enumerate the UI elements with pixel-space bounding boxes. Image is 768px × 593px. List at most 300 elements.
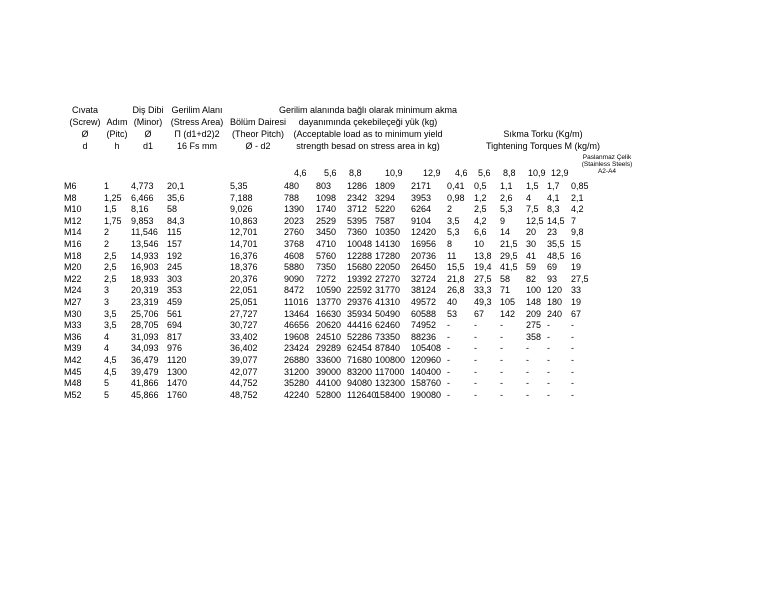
table-cell: - (571, 331, 574, 342)
table-cell: 83200 (347, 366, 373, 377)
table-cell: 100 (526, 285, 542, 296)
table-cell: 13,546 (131, 239, 159, 249)
table-cell: 10350 (375, 227, 401, 238)
table-cell: 8 (447, 239, 453, 249)
table-cell: M14 (64, 227, 82, 238)
table-cell: 88236 (411, 331, 437, 342)
header-load-line: strength besad on stress area in kg) (296, 141, 440, 151)
table-cell: 7,5 (526, 204, 539, 215)
table-cell: - (500, 389, 503, 400)
table-cell: 26450 (411, 262, 437, 273)
table-cell: 15 (571, 239, 582, 249)
table-cell: 67 (571, 308, 582, 319)
table-cell: 2760 (284, 227, 305, 238)
table-cell: 31770 (375, 285, 401, 296)
table-cell: 20 (526, 227, 537, 238)
table-cell: 117000 (375, 366, 405, 377)
table-cell: 4608 (284, 250, 305, 261)
table-cell: 3768 (284, 239, 305, 249)
table-cell: 84,3 (167, 215, 185, 226)
table-cell: 976 (167, 343, 183, 354)
table-cell: 19 (571, 262, 582, 273)
table-cell: M10 (64, 204, 82, 215)
table-cell: 29376 (347, 297, 373, 307)
header-screw-line: (Screw) (69, 117, 101, 127)
table-cell: - (474, 355, 477, 365)
table-cell: 20620 (316, 320, 342, 331)
table-cell: 42240 (284, 389, 310, 400)
table-cell: 35280 (284, 378, 310, 389)
table-cell: 5 (104, 389, 110, 400)
header-minor-line: Diş Dibi (132, 105, 164, 115)
table-cell: 190080 (411, 389, 442, 400)
table-cell: 115 (167, 227, 182, 238)
table-cell: 23,319 (131, 297, 159, 307)
table-cell: M18 (64, 250, 82, 261)
table-cell: 19 (571, 297, 582, 307)
table-cell: 4 (104, 343, 110, 354)
table-cell: 2,5 (474, 204, 487, 215)
header-load-line: Gerilim alanında bağlı olarak minimum akma (278, 105, 458, 115)
header-stainless-line: A2-A4 (597, 168, 617, 175)
table-cell: - (447, 343, 450, 354)
table-cell: 69 (547, 262, 558, 273)
table-cell: 12288 (347, 250, 373, 261)
table-cell: 4,2 (474, 215, 487, 226)
load-grade-label: 8,8 (349, 168, 362, 178)
table-cell: 4,773 (131, 181, 154, 191)
table-cell: 41,5 (500, 262, 518, 273)
table-cell: 13,8 (474, 250, 492, 261)
table-cell: 41 (526, 250, 537, 261)
table-cell: 30 (526, 239, 537, 249)
table-cell: 9,853 (131, 215, 154, 226)
table-cell: 14,933 (131, 250, 159, 261)
header-stainless-line: (Stainless Steels) (581, 161, 633, 168)
table-cell: 16 (571, 250, 582, 261)
header-stainless-line: Paslanmaz Çelik (582, 154, 632, 161)
table-cell: - (571, 343, 574, 354)
table-cell: 1809 (375, 181, 396, 191)
table-cell: 40 (447, 297, 458, 307)
table-cell: 132300 (375, 378, 406, 389)
table-cell: - (500, 343, 503, 354)
table-cell: 62454 (347, 343, 373, 354)
table-cell: 142 (500, 308, 516, 319)
table-cell: 58 (500, 273, 511, 284)
table-cell: - (547, 378, 550, 389)
torque-grade-label: 4,6 (455, 168, 468, 178)
table-cell: - (474, 366, 477, 377)
table-cell: - (474, 331, 477, 342)
table-cell: 2,5 (104, 262, 117, 273)
table-cell: 35,6 (167, 192, 185, 203)
table-cell: M48 (64, 378, 82, 389)
table-cell: - (500, 355, 503, 365)
table-cell: 1,5 (104, 204, 117, 215)
table-cell: M22 (64, 273, 82, 284)
table-cell: 18,376 (230, 262, 258, 273)
table-cell: - (447, 331, 450, 342)
table-cell: 5,35 (230, 181, 248, 191)
table-cell: 6264 (411, 204, 432, 215)
table-cell: 10590 (316, 285, 342, 296)
table-cell: 93 (547, 273, 558, 284)
header-torque-line: Tightening Torques M (kg/m) (485, 141, 601, 151)
table-cell: M42 (64, 355, 82, 365)
table-cell: M36 (64, 331, 82, 342)
table-cell: 2 (104, 239, 110, 249)
table-cell: 44,752 (230, 378, 258, 389)
table-cell: 5,3 (447, 227, 460, 238)
table-cell: M20 (64, 262, 82, 273)
table-cell: 3712 (347, 204, 368, 215)
table-cell: 16,903 (131, 262, 159, 273)
table-cell: - (474, 320, 477, 331)
table-cell: 8472 (284, 285, 305, 296)
table-cell: - (547, 320, 550, 331)
table-cell: 5760 (316, 250, 337, 261)
table-cell: 87840 (375, 343, 401, 354)
table-cell: 2023 (284, 215, 305, 226)
table-cell: 4,1 (547, 192, 560, 203)
table-cell: - (474, 343, 477, 354)
table-cell: 53 (447, 308, 458, 319)
table-cell: 74952 (411, 320, 437, 331)
header-stress-line: Gerilim Alanı (171, 105, 223, 115)
table-cell: M16 (64, 239, 82, 249)
header-stress-line: 16 Fs mm (176, 141, 217, 151)
table-cell: 3 (104, 297, 110, 307)
table-cell: - (571, 320, 574, 331)
table-cell: 3450 (316, 227, 337, 238)
table-cell: 25,051 (230, 297, 258, 307)
header-minor-line: (Minor) (133, 117, 163, 127)
table-cell: 39,077 (230, 355, 258, 365)
table-cell: 303 (167, 273, 183, 284)
table-cell: 4,5 (104, 366, 117, 377)
table-cell: 120 (547, 285, 563, 296)
table-cell: 10 (474, 239, 485, 249)
table-cell: - (500, 331, 503, 342)
table-cell: 788 (284, 192, 300, 203)
table-cell: 7272 (316, 273, 337, 284)
header-screw-line: Cıvata (71, 105, 98, 115)
table-cell: M6 (64, 181, 77, 191)
table-cell: 9104 (411, 215, 432, 226)
table-cell: 1098 (316, 192, 337, 203)
table-cell: 10048 (347, 239, 373, 249)
table-cell: 24510 (316, 331, 342, 342)
table-cell: 4,5 (104, 355, 117, 365)
table-cell: 71680 (347, 355, 373, 365)
header-stress (162, 104, 232, 152)
table-cell: 14 (500, 227, 511, 238)
table-cell: 817 (167, 331, 183, 342)
table-cell: 15680 (347, 262, 373, 273)
table-cell: - (447, 378, 450, 389)
table-cell: 1,1 (500, 181, 513, 191)
table-cell: 275 (526, 320, 542, 331)
table-cell: 31,093 (131, 331, 159, 342)
header-theor-line: (Theor Pitch) (231, 129, 284, 139)
table-cell: 27,5 (474, 273, 492, 284)
table-cell: 1390 (284, 204, 305, 215)
table-cell: 50490 (375, 308, 401, 319)
table-cell: 2342 (347, 192, 368, 203)
table-cell: 14,5 (547, 215, 565, 226)
table-cell: 58 (167, 204, 178, 215)
table-cell: 14,701 (230, 239, 258, 249)
table-cell: 1,7 (547, 181, 560, 191)
table-cell: - (526, 366, 529, 377)
table-cell: 46656 (284, 320, 310, 331)
table-cell: 21,8 (447, 273, 465, 284)
table-cell: 3,5 (104, 308, 117, 319)
table-cell: 2,5 (104, 273, 117, 284)
table-cell: 36,402 (230, 343, 258, 354)
torque-grade-label: 8,8 (503, 168, 516, 178)
table-cell: 120960 (411, 355, 442, 365)
table-cell: 26880 (284, 355, 310, 365)
table-cell: 6,466 (131, 192, 154, 203)
table-cell: 694 (167, 320, 183, 331)
table-cell: 0,98 (447, 192, 465, 203)
header-stainless (567, 154, 647, 175)
table-cell: 16,376 (230, 250, 258, 261)
table-cell: 1470 (167, 378, 188, 389)
table-cell: 803 (316, 181, 332, 191)
table-cell: 42,077 (230, 366, 258, 377)
table-cell: 5 (104, 378, 110, 389)
table-cell: 100800 (375, 355, 406, 365)
table-cell: 41310 (375, 297, 401, 307)
table-cell: 49,3 (474, 297, 492, 307)
header-theor-line: Bölüm Dairesi (229, 117, 287, 127)
table-cell: 1760 (167, 389, 188, 400)
table-cell: 13770 (316, 297, 342, 307)
table-cell: 2171 (411, 181, 432, 191)
table-cell: 33,3 (474, 285, 492, 296)
table-cell: - (526, 343, 529, 354)
table-cell: - (500, 378, 503, 389)
table-cell: 22,051 (230, 285, 258, 296)
table-cell: 9,8 (571, 227, 584, 238)
table-cell: 60588 (411, 308, 437, 319)
table-cell: 0,41 (447, 181, 465, 191)
table-cell: 140400 (411, 366, 442, 377)
table-cell: 1120 (167, 355, 187, 365)
table-cell: 11016 (284, 297, 309, 307)
table-cell: 9 (500, 215, 506, 226)
table-cell: 112640 (347, 389, 377, 400)
table-cell: M39 (64, 343, 82, 354)
table-cell: 192 (167, 250, 183, 261)
table-cell: 209 (526, 308, 542, 319)
table-cell: 3294 (375, 192, 396, 203)
table-cell: 33,402 (230, 331, 258, 342)
table-cell: 23 (547, 227, 558, 238)
table-cell: 4,2 (571, 204, 584, 215)
table-cell: 12,5 (526, 215, 544, 226)
table-cell: 1,5 (526, 181, 539, 191)
header-screw-line: Ø (81, 129, 89, 139)
table-cell: 480 (284, 181, 300, 191)
table-cell: 13464 (284, 308, 310, 319)
table-cell: 30,727 (230, 320, 258, 331)
table-cell: 9090 (284, 273, 305, 284)
table-cell: 459 (167, 297, 183, 307)
table-cell: 33 (571, 285, 582, 296)
table-cell: - (447, 355, 450, 365)
table-cell: 157 (167, 239, 183, 249)
table-cell: 62460 (375, 320, 401, 331)
table-cell: 94080 (347, 378, 373, 389)
table-cell: 353 (167, 285, 183, 296)
table-cell: - (474, 378, 477, 389)
table-cell: 240 (547, 308, 563, 319)
table-cell: 4 (104, 331, 110, 342)
table-cell: 31200 (284, 366, 310, 377)
table-cell: 36,479 (131, 355, 159, 365)
table-cell: 4 (526, 192, 532, 203)
table-cell: 19392 (347, 273, 373, 284)
table-cell: 358 (526, 331, 542, 342)
header-load-line: dayanımında çekebileçeği yük (kg) (298, 117, 438, 127)
table-cell: 7,188 (230, 192, 253, 203)
table-cell: 25,706 (131, 308, 159, 319)
table-cell: 48,752 (230, 389, 258, 400)
table-cell: 45,866 (131, 389, 159, 400)
table-cell: 27,5 (571, 273, 589, 284)
table-cell: M24 (64, 285, 82, 296)
table-cell: 6,6 (474, 227, 487, 238)
torque-grade-label: 5,6 (478, 168, 491, 178)
table-cell: 67 (474, 308, 485, 319)
table-cell: - (447, 366, 450, 377)
table-cell: 158760 (411, 378, 442, 389)
table-cell: 16630 (316, 308, 342, 319)
load-grade-label: 5,6 (324, 168, 337, 178)
table-cell: 5880 (284, 262, 305, 273)
table-cell: 44416 (347, 320, 373, 331)
table-cell: M12 (64, 215, 82, 226)
table-cell: 44100 (316, 378, 342, 389)
table-cell: 148 (526, 297, 542, 307)
table-cell: 39,479 (131, 366, 159, 377)
header-minor-line: d1 (142, 141, 153, 151)
table-cell: 18,933 (131, 273, 159, 284)
table-cell: 7360 (347, 227, 368, 238)
torque-grade-label: 10,9 (528, 168, 546, 178)
table-cell: - (500, 366, 503, 377)
table-cell: 2 (104, 227, 110, 238)
table-cell: 19,4 (474, 262, 492, 273)
table-cell: 52286 (347, 331, 373, 342)
table-cell: 34,093 (131, 343, 159, 354)
table-cell: 20,319 (131, 285, 159, 296)
table-cell: 21,5 (500, 239, 518, 249)
table-cell: - (526, 389, 529, 400)
table-cell: 49572 (411, 297, 437, 307)
table-cell: - (526, 355, 529, 365)
table-cell: 3 (104, 285, 110, 296)
table-cell: 23424 (284, 343, 310, 354)
table-cell: M52 (64, 389, 82, 400)
table-cell: 105 (500, 297, 516, 307)
table-cell: - (500, 320, 503, 331)
table-cell: 27270 (375, 273, 401, 284)
table-cell: 158400 (375, 389, 406, 400)
table-cell: 10,863 (230, 215, 258, 226)
header-torque-line: Sıkma Torku (Kg/m) (503, 129, 583, 139)
table-cell: - (547, 331, 550, 342)
table-cell: 2,6 (500, 192, 513, 203)
table-cell: 180 (547, 297, 563, 307)
table-cell: 1,25 (104, 192, 122, 203)
table-cell: 28,705 (131, 320, 159, 331)
table-cell: 2 (447, 204, 453, 215)
table-cell: 32724 (411, 273, 437, 284)
table-cell: - (447, 320, 450, 331)
table-cell: 4710 (316, 239, 337, 249)
load-grade-label: 4,6 (294, 168, 307, 178)
header-pitch-line: h (114, 141, 120, 151)
table-cell: 71 (500, 285, 511, 296)
table-cell: 35,5 (547, 239, 565, 249)
table-cell: 1300 (167, 366, 188, 377)
table-cell: 5,3 (500, 204, 513, 215)
table-cell: 3,5 (104, 320, 117, 331)
table-cell: - (547, 355, 550, 365)
table-cell: - (571, 366, 574, 377)
table-cell: 12,701 (230, 227, 258, 238)
table-cell: - (474, 389, 477, 400)
table-cell: 39000 (316, 366, 342, 377)
table-cell: 2,5 (104, 250, 117, 261)
table-cell: 33600 (316, 355, 342, 365)
torque-grade-label: 12,9 (551, 168, 569, 178)
table-cell: 3953 (411, 192, 432, 203)
header-theor-line: Ø - d2 (245, 141, 271, 151)
table-cell: 9,026 (230, 204, 253, 215)
table-cell: M33 (64, 320, 82, 331)
table-cell: 561 (167, 308, 183, 319)
table-cell: 2,1 (571, 192, 584, 203)
table-cell: 1,2 (474, 192, 487, 203)
table-cell: 8,3 (547, 204, 560, 215)
table-cell: 20,376 (230, 273, 258, 284)
table-cell: 3,5 (447, 215, 460, 226)
table-cell: 15,5 (447, 262, 465, 273)
table-cell: 2529 (316, 215, 337, 226)
table-cell: 1740 (316, 204, 337, 215)
header-stress-line: (Stress Area) (170, 117, 224, 127)
table-cell: 1,75 (104, 215, 122, 226)
table-cell: M8 (64, 192, 77, 203)
table-cell: - (571, 355, 574, 365)
table-cell: 52800 (316, 389, 342, 400)
table-cell: 82 (526, 273, 537, 284)
table-cell: 8,16 (131, 204, 149, 215)
table-cell: - (447, 389, 450, 400)
table-cell: 26,8 (447, 285, 465, 296)
table-cell: 48,5 (547, 250, 565, 261)
table-cell: 22050 (375, 262, 401, 273)
table-cell: 35934 (347, 308, 373, 319)
table-cell: 5395 (347, 215, 368, 226)
table-cell: 5220 (375, 204, 396, 215)
